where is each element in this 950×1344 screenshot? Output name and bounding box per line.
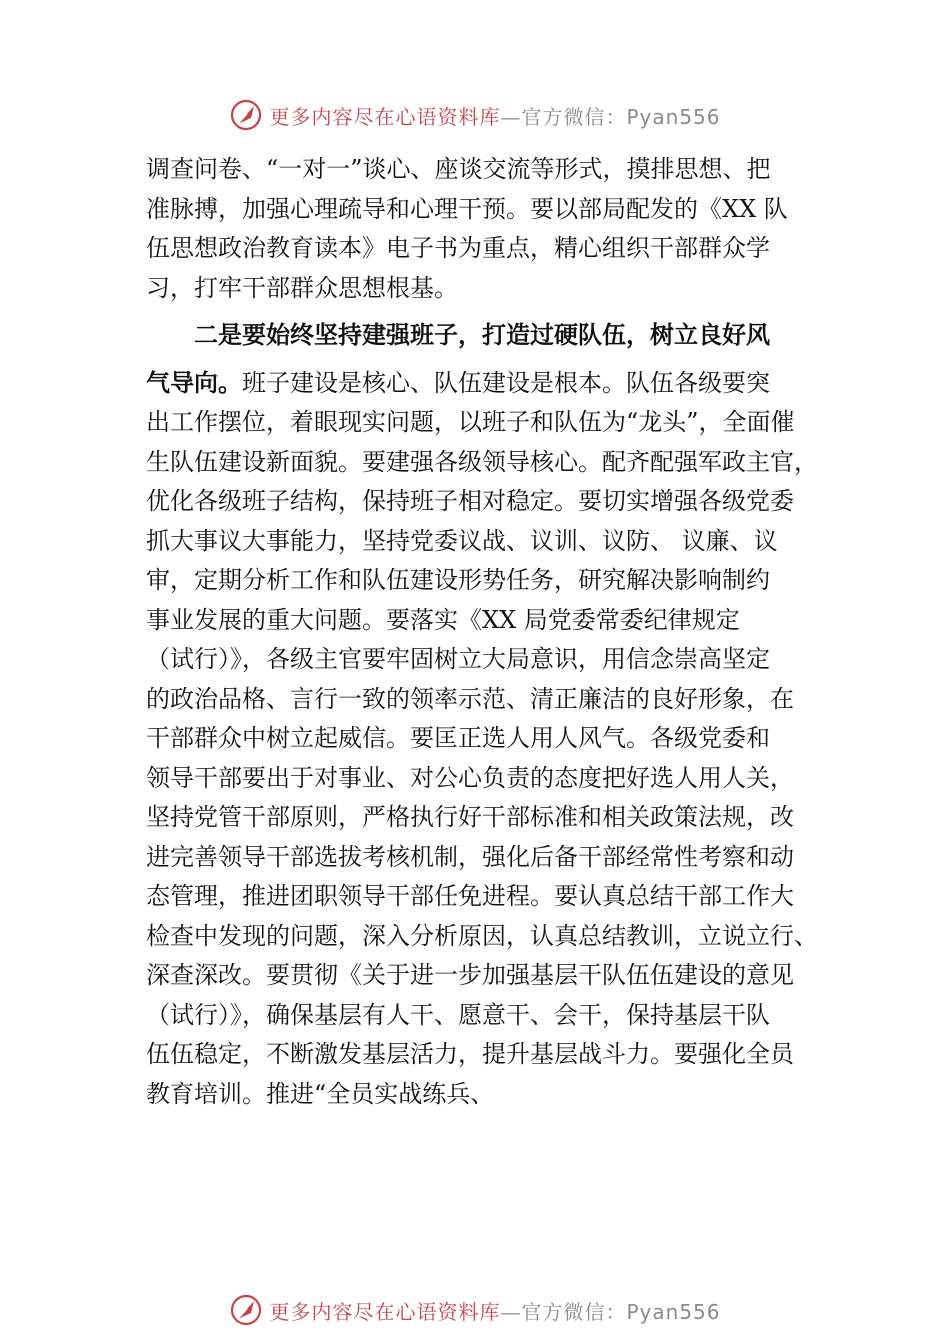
text-line: 习，打牢干部群众思想根基。 <box>146 273 458 302</box>
header-watermark <box>0 95 950 135</box>
watermark-text-gray: —官方微信： <box>500 1299 627 1324</box>
line-body-text: 班子建设是核心、队伍建设是根本。队伍各级要突 <box>242 368 770 397</box>
quill-logo-icon <box>229 1293 263 1327</box>
text-line: 进完善领导干部选拔考核机制，强化后备干部经常性考察和动 <box>146 842 794 871</box>
text-line: 态管理，推进团职领导干部任免进程。要认真总结干部工作大 <box>146 882 794 910</box>
text-line: 调查问卷、“一对一”谈心、座谈交流等形式，摸排思想、把 <box>146 155 771 183</box>
text-line <box>146 316 866 356</box>
text-line: 准脉搏，加强心理疏导和心理干预。要以部局配发的《XX 队 <box>146 194 788 223</box>
text-line: 伍伍稳定，不断激发基层活力，提升基层战斗力。要强化全员 <box>146 1040 794 1068</box>
text-line <box>146 364 866 404</box>
watermark-text <box>269 1296 720 1325</box>
text-line: 伍思想政治教育读本》电子书为重点，精心组织干部群众学 <box>146 234 770 262</box>
watermark-text-red: 更多内容尽在心语资料库 <box>269 104 501 129</box>
section-heading-text: 二是要始终坚持建强班子，打造过硬队伍，树立良好风 <box>194 321 770 349</box>
section-heading-text: 气导向。 <box>146 368 242 397</box>
text-line: （试行）》，各级主官要牢固树立大局意识，用信念崇高坚定 <box>146 645 770 673</box>
document-body <box>146 150 866 1114</box>
watermark-text-gray: —官方微信： <box>500 104 627 129</box>
text-line: 领导干部要出于对事业、对公心负责的态度把好选人用人关， <box>146 763 794 792</box>
text-line: 生队伍建设新面貌。要建强各级领导核心。配齐配强军政主官， <box>146 447 818 476</box>
watermark-wechat-id: Pyan556 <box>626 1299 721 1324</box>
text-line: （试行）》，确保基层有人干、愿意干、会干，保持基层干队 <box>146 1000 770 1029</box>
text-line: 深查深改。要贯彻《关于进一步加强基层干队伍伍建设的意见 <box>146 961 794 989</box>
watermark-text <box>269 101 720 130</box>
text-line: 优化各级班子结构，保持班子相对稳定。要切实增强各级党委 <box>146 487 794 515</box>
text-line: 坚持党管干部原则，严格执行好干部标准和相关政策法规，改 <box>146 803 794 831</box>
text-line: 审，定期分析工作和队伍建设形势任务，研究解决影响制约 <box>146 566 770 594</box>
text-line: 检查中发现的问题，深入分析原因，认真总结教训，立说立行、 <box>146 921 818 950</box>
watermark-wechat-id: Pyan556 <box>626 104 721 129</box>
footer-watermark <box>0 1290 950 1330</box>
text-line: 的政治品格、言行一致的领率示范、清正廉洁的良好形象，在 <box>146 684 794 713</box>
text-line: 干部群众中树立起威信。要匡正选人用人风气。各级党委和 <box>146 724 770 752</box>
text-line: 抓大事议大事能力，坚持党委议战、议训、议防、 议廉、议 <box>146 526 778 555</box>
text-line: 事业发展的重大问题。要落实《XX 局党委常委纪律规定 <box>146 605 740 634</box>
text-line: 教育培训。推进“全员实战练兵、 <box>146 1079 495 1108</box>
quill-logo-icon <box>229 98 263 132</box>
watermark-text-red: 更多内容尽在心语资料库 <box>269 1299 501 1324</box>
text-line: 出工作摆位，着眼现实问题，以班子和队伍为“龙头”，全面催 <box>146 408 795 436</box>
